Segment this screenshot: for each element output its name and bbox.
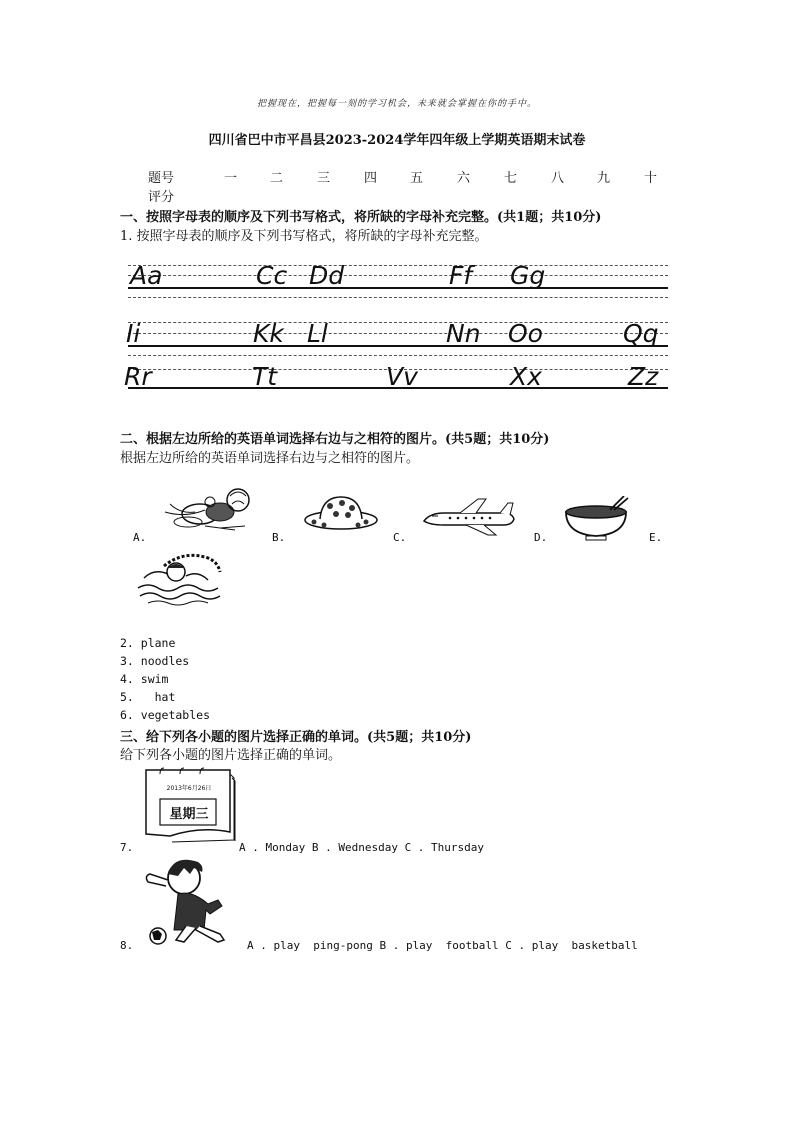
- letter-pair: Qq: [623, 319, 659, 348]
- score-col: 十: [644, 171, 658, 186]
- score-col: 八: [551, 171, 565, 186]
- motto-text: 把握现在，把握每一刻的学习机会，未来就会掌握在你的手中。: [256, 99, 537, 109]
- score-col: 三: [317, 171, 331, 186]
- section1-heading: 一、按照字母表的顺序及下列书写格式，将所缺的字母补充完整。(共1题；共10分): [120, 210, 602, 225]
- list-item: 3. noodles: [120, 654, 190, 668]
- list-item: 5. hat: [120, 690, 176, 704]
- score-table: [148, 167, 668, 185]
- section1-question: 1. 按照字母表的顺序及下列书写格式，将所缺的字母补充完整。: [120, 229, 488, 244]
- vegetables-picture: [160, 484, 260, 536]
- score-col: 六: [457, 171, 471, 186]
- letter-pair: Xx: [510, 362, 542, 391]
- section2-heading: 二、根据左边所给的英语单词选择右边与之相符的图片。(共5题；共10分): [120, 432, 550, 447]
- letter-pair: Cc: [256, 261, 288, 290]
- score-col: 一: [224, 171, 238, 186]
- list-item: 2. plane: [120, 636, 176, 650]
- score-col: 二: [270, 171, 284, 186]
- calendar-date: 2013年6月26日: [166, 785, 212, 792]
- score-col: 五: [410, 171, 424, 186]
- plane-picture: [420, 497, 518, 537]
- score-col: 七: [504, 171, 518, 186]
- question-number: 8.: [120, 939, 134, 952]
- football-picture: [138, 856, 246, 946]
- hat-picture: [302, 494, 380, 532]
- list-item: 4. swim: [120, 672, 169, 686]
- calendar-weekday: 星期三: [169, 807, 209, 822]
- letter-pair: Rr: [124, 362, 152, 391]
- q7-options: A . Monday B . Wednesday C . Thursday: [239, 841, 485, 854]
- letter-pair: Oo: [508, 319, 543, 348]
- section2-sub: 根据左边所给的英语单词选择右边与之相符的图片。: [120, 451, 420, 466]
- score-row-label: 题号: [148, 171, 175, 186]
- section3-sub: 给下列各小题的图片选择正确的单词。: [120, 748, 342, 763]
- letter-pair: Aa: [130, 261, 163, 290]
- section3-heading: 三、给下列各小题的图片选择正确的单词。(共5题；共10分): [120, 730, 472, 745]
- letter-pair: Kk: [253, 319, 284, 348]
- calendar-picture: [140, 766, 238, 844]
- letter-pair: Dd: [309, 261, 345, 290]
- option-label: B.: [272, 531, 286, 544]
- letter-pair: Ff: [449, 261, 473, 290]
- score-label: 评分: [148, 190, 175, 205]
- swim-picture: [134, 546, 224, 606]
- option-label: D.: [534, 531, 548, 544]
- score-col: 九: [597, 171, 611, 186]
- letter-pair: Nn: [446, 319, 481, 348]
- noodles-picture: [562, 496, 630, 542]
- letter-pair: Gg: [510, 261, 546, 290]
- exam-title: 四川省巴中市平昌县2023-2024学年四年级上学期英语期末试卷: [208, 133, 586, 148]
- letter-pair: Vv: [386, 362, 418, 391]
- list-item: 6. vegetables: [120, 708, 211, 722]
- option-label: C.: [393, 531, 407, 544]
- letter-pair: Ii: [126, 319, 141, 348]
- option-label: E.: [649, 531, 663, 544]
- question-number: 7.: [120, 841, 134, 854]
- q8-options: A . play ping-pong B . play football C . play basketball: [247, 939, 638, 952]
- letter-pair: Ll: [307, 319, 328, 348]
- letter-pair: Zz: [628, 362, 659, 391]
- score-col: 四: [364, 171, 378, 186]
- option-label: A.: [133, 531, 147, 544]
- letter-pair: Tt: [252, 362, 278, 391]
- handwriting-lines: [124, 261, 668, 397]
